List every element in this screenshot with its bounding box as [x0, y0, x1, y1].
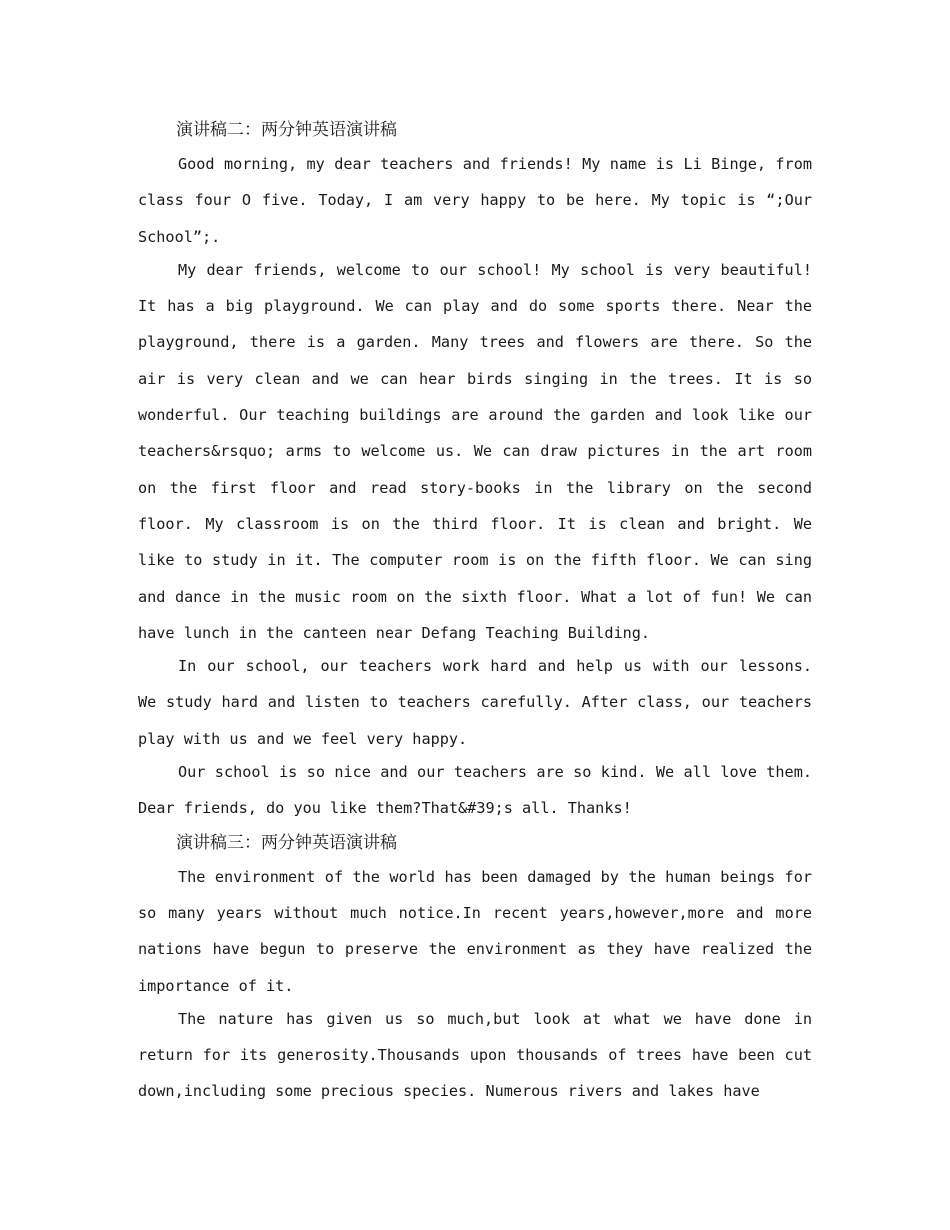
- paragraph: Good morning, my dear teachers and friends! My name is Li Binge, from class four O five. Today, I am very happy to be here. My topic is “;Our School”;.: [138, 155, 812, 246]
- section-heading: 演讲稿二：两分钟英语演讲稿: [176, 120, 397, 140]
- paragraph: The environment of the world has been damaged by the human beings for so many years without much notice.In recent years,however,more and more nations have begun to preserve the environment as they have realized the importance of it.: [138, 867, 812, 995]
- paragraph: My dear friends, welcome to our school! My school is very beautiful! It has a big playground. We can play and do some sports there. Near the playground, there is a garden. Many trees and flowers are there. So the air is very clean and we can hear birds singing in the trees. It is so wonderful. Our teaching buildings are around the garden and look like our teachers&rsquo; arms to welcome us. We can draw pictures in the art room on the first floor and read story-books in the library on the second floor. My classroom is on the third floor. It is clean and bright. We like to study in it. The computer room is on the fifth floor. We can sing and dance in the music room on the sixth floor. What a lot of fun! We can have lunch in the canteen near Defang Teaching Building.: [138, 260, 812, 642]
- paragraph: The nature has given us so much,but look at what we have done in return for its generosity.Thousands upon thousands of trees have been cut down,including some precious species. Numerous rivers and lakes have: [138, 1009, 812, 1101]
- document-body: [138, 112, 812, 1110]
- paragraph: In our school, our teachers work hard and help us with our lessons. We study hard and listen to teachers carefully. After class, our teachers play with us and we feel very happy.: [138, 657, 812, 748]
- section-heading: 演讲稿三：两分钟英语演讲稿: [176, 832, 397, 853]
- paragraph: Our school is so nice and our teachers are so kind. We all love them. Dear friends, do you like them?That&#39;s all. Thanks!: [138, 763, 812, 818]
